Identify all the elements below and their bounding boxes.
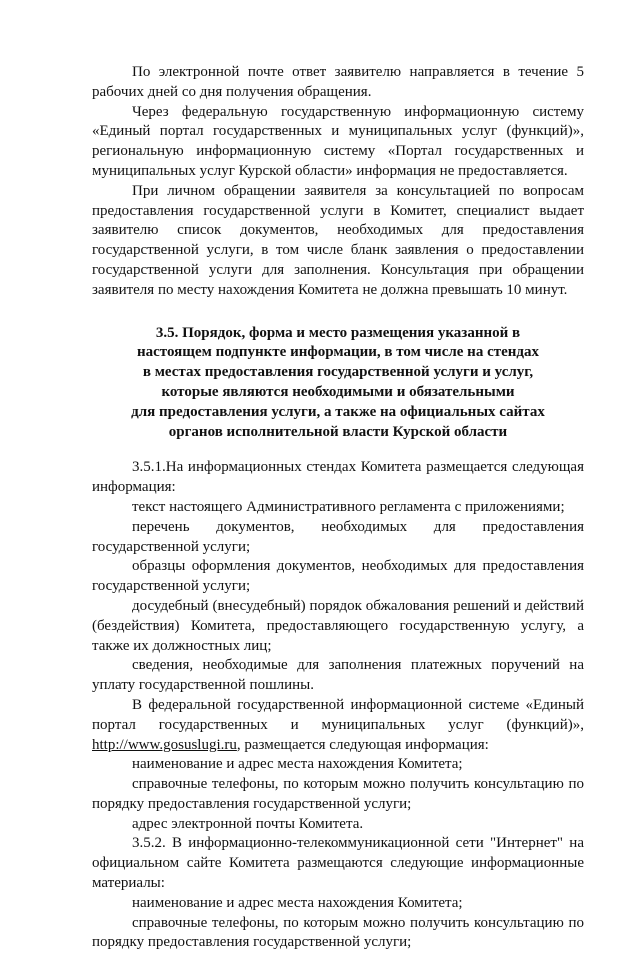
list-item-reference-phones-site: справочные телефоны, по которым можно получить консультацию по порядку предоставления государственной услуги; <box>92 914 584 951</box>
paragraph-email-response: По электронной почте ответ заявителю направляется в течение 5 рабочих дней со дня получения обращения. <box>92 64 584 100</box>
paragraph-3-5-1: 3.5.1.На информационных стендах Комитета размещается следующая информация: <box>92 459 584 496</box>
heading-line: 3.5. Порядок, форма и место размещения указанной в <box>155 324 521 341</box>
heading-line: которые являются необходимыми и обязательными <box>161 383 515 400</box>
gosuslugi-link[interactable]: http://www.gosuslugi.ru <box>92 736 237 753</box>
list-item-committee-address-site: наименование и адрес места нахождения Комитета; <box>132 894 463 911</box>
list-item-regulation-text: текст настоящего Административного регламента с приложениями; <box>132 498 565 515</box>
paragraph-portal-info <box>92 696 584 755</box>
section-heading-3-5 <box>92 324 584 443</box>
list-item-reference-phones: справочные телефоны, по которым можно получить консультацию по порядку предоставления государственной услуги; <box>92 776 584 812</box>
heading-line: органов исполнительной власти Курской области <box>168 423 508 440</box>
heading-line: в местах предоставления государственной услуги и услуг, <box>142 364 534 381</box>
list-item-appeal-procedure: досудебный (внесудебный) порядок обжалования решений и действий (бездействия) Комитета, предоставляющего государственную услугу, а также их должностных лиц; <box>92 597 584 654</box>
portal-text-after: , размещается следующая информация: <box>236 736 489 753</box>
heading-line: для предоставления услуги, а также на официальных сайтах <box>131 403 545 420</box>
paragraph-federal-portal: Через федеральную государственную информационную систему «Единый портал государственных и муниципальных услуг (функций)», региональную информационную систему «Портал государственных и муниципальных услуг Курской области» информация не предоставляется. <box>92 103 584 179</box>
list-item-committee-address: наименование и адрес места нахождения Комитета; <box>132 756 463 773</box>
heading-line: настоящем подпункте информации, в том числе на стендах <box>136 344 539 361</box>
document-body <box>92 63 584 953</box>
list-item-documents-list: перечень документов, необходимых для предоставления государственной услуги; <box>92 518 584 555</box>
portal-text-before: В федеральной государственной информационной системе «Единый портал государственных и муниципальных услуг (функций)», <box>92 696 584 733</box>
list-item-document-samples: образцы оформления документов, необходимых для предоставления государственной услуги; <box>92 558 584 595</box>
paragraph-personal-visit: При личном обращении заявителя за консультацией по вопросам предоставления государственной услуги в Комитет, специалист выдает заявителю список документов, необходимых для предоставления государственной услуги, в том числе бланк заявления о предоставлении государственной услуги для заполнения. Консультация при обращении заявителя по месту нахождения Комитета не должна превышать 10 минут. <box>92 182 584 298</box>
list-item-email-address: адрес электронной почты Комитета. <box>132 815 364 832</box>
list-item-payment-info: сведения, необходимые для заполнения платежных поручений на уплату государственной пошлины. <box>92 657 584 694</box>
paragraph-3-5-2: 3.5.2. В информационно-телекоммуникационной сети "Интернет" на официальном сайте Комитета размещаются следующие информационные материалы: <box>92 835 584 892</box>
